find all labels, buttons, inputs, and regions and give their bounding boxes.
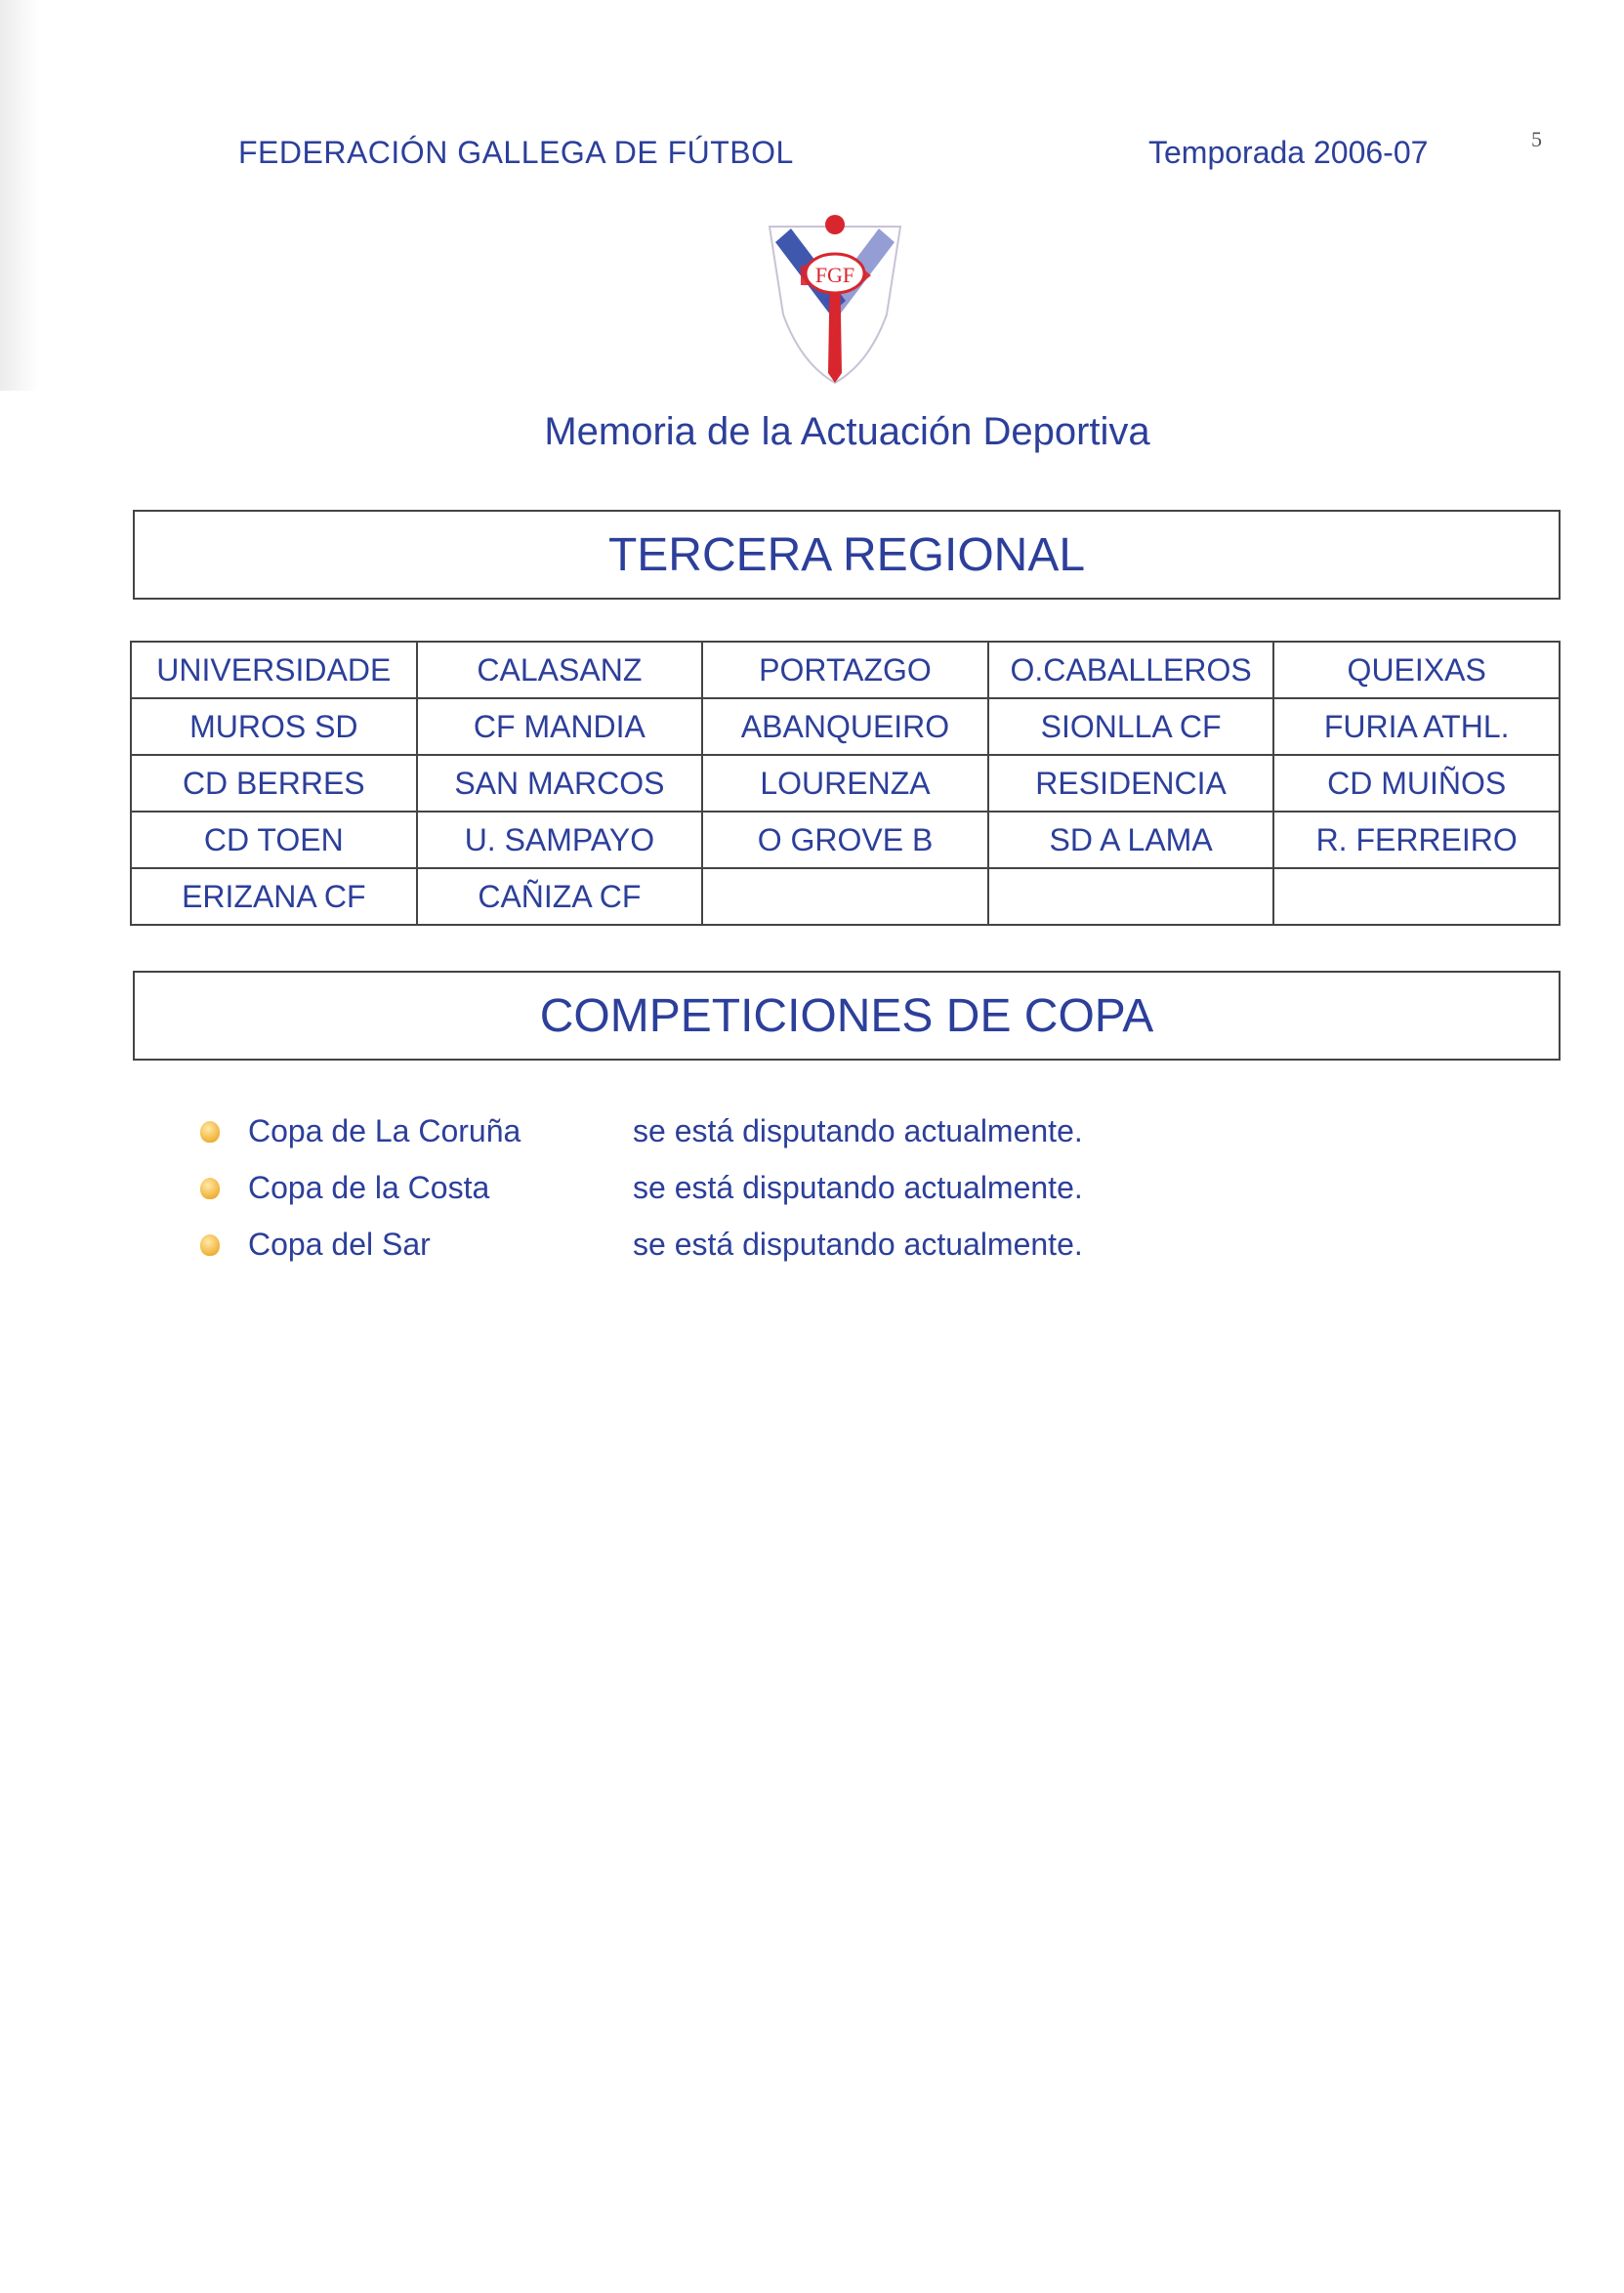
table-row	[131, 868, 1560, 925]
team-cell: ABANQUEIRO	[702, 698, 988, 755]
cup-status: se está disputando actualmente.	[633, 1170, 1083, 1205]
team-cell: MUROS SD	[131, 698, 417, 755]
scan-edge-shadow	[0, 0, 39, 391]
bullet-icon	[200, 1178, 220, 1199]
team-cell: U. SAMPAYO	[417, 812, 703, 868]
tercera-regional-heading: TERCERA REGIONAL	[133, 510, 1561, 600]
bullet-icon	[200, 1121, 220, 1143]
team-cell: O GROVE B	[702, 812, 988, 868]
cup-status: se está disputando actualmente.	[633, 1227, 1083, 1262]
team-cell: SD A LAMA	[988, 812, 1274, 868]
bullet-icon	[200, 1234, 220, 1256]
list-item	[200, 1223, 1177, 1279]
page-number: 5	[1531, 127, 1542, 151]
organization-name: FEDERACIÓN GALLEGA DE FÚTBOL	[238, 135, 794, 170]
team-cell-empty	[702, 868, 988, 925]
federation-logo	[762, 207, 908, 388]
team-cell-empty	[1273, 868, 1560, 925]
copa-competitions-heading: COMPETICIONES DE COPA	[133, 971, 1561, 1061]
team-cell: SAN MARCOS	[417, 755, 703, 812]
document-title: Memoria de la Actuación Deportiva	[544, 410, 1150, 453]
team-cell: PORTAZGO	[702, 642, 988, 698]
logo-lettering: FGF	[814, 263, 855, 287]
teams-table	[130, 641, 1561, 926]
cup-name: Copa de la Costa	[248, 1170, 490, 1205]
list-item	[200, 1109, 1177, 1166]
team-cell: QUEIXAS	[1273, 642, 1560, 698]
list-item	[200, 1166, 1177, 1223]
season-label: Temporada 2006-07	[1148, 135, 1429, 170]
team-cell: RESIDENCIA	[988, 755, 1274, 812]
cup-status: se está disputando actualmente.	[633, 1113, 1083, 1148]
cup-list	[200, 1109, 1177, 1279]
team-cell-empty	[988, 868, 1274, 925]
team-cell: CD TOEN	[131, 812, 417, 868]
team-cell: O.CABALLEROS	[988, 642, 1274, 698]
team-cell: CAÑIZA CF	[417, 868, 703, 925]
team-cell: SIONLLA CF	[988, 698, 1274, 755]
team-cell: CF MANDIA	[417, 698, 703, 755]
table-row	[131, 698, 1560, 755]
table-row	[131, 812, 1560, 868]
table-row	[131, 642, 1560, 698]
table-row	[131, 755, 1560, 812]
team-cell: ERIZANA CF	[131, 868, 417, 925]
team-cell: CALASANZ	[417, 642, 703, 698]
team-cell: LOURENZA	[702, 755, 988, 812]
cup-name: Copa del Sar	[248, 1227, 431, 1262]
team-cell: FURIA ATHL.	[1273, 698, 1560, 755]
team-cell: UNIVERSIDADE	[131, 642, 417, 698]
cup-name: Copa de La Coruña	[248, 1113, 521, 1148]
team-cell: CD MUIÑOS	[1273, 755, 1560, 812]
team-cell: R. FERREIRO	[1273, 812, 1560, 868]
team-cell: CD BERRES	[131, 755, 417, 812]
